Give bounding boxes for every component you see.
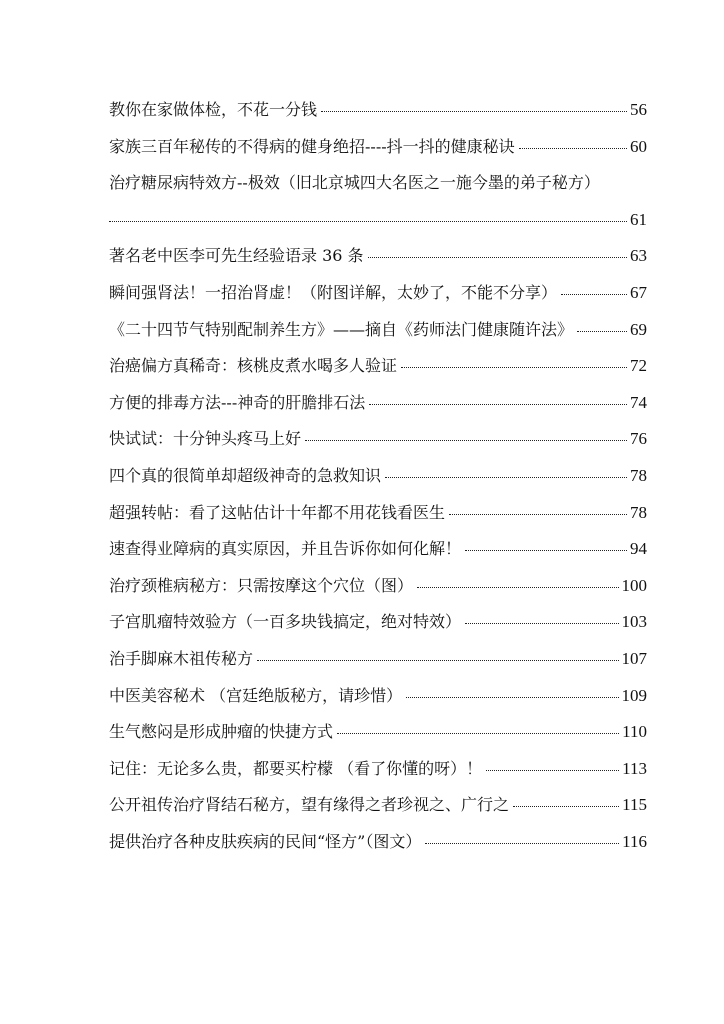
toc-entry[interactable] [109,238,647,275]
toc-entry[interactable] [109,495,647,532]
toc-entry-page: 115 [622,795,647,815]
toc-entry-page: 103 [621,612,647,632]
dot-leader [406,697,618,698]
table-of-contents [109,92,647,860]
dot-leader [561,294,627,295]
toc-entry[interactable] [109,604,647,641]
dot-leader [109,221,627,222]
dot-leader [425,843,619,844]
toc-entry-page: 61 [630,209,647,229]
dot-leader [513,806,619,807]
toc-entry-page: 63 [630,246,647,266]
toc-entry-title: 方便的排毒方法---神奇的肝膽排石法 [109,392,366,412]
toc-entry[interactable] [109,678,647,715]
toc-entry[interactable] [109,751,647,788]
toc-entry-title: 瞬间强肾法！一招治肾虚！（附图详解，太妙了，不能不分享） [109,282,558,302]
toc-entry-page: 78 [630,465,647,485]
toc-entry[interactable] [109,165,647,202]
toc-entry-title: 中医美容秘术 （宫廷绝版秘方，请珍惜） [109,685,403,705]
toc-entry-page: 74 [630,392,647,412]
toc-entry-title: 教你在家做体检，不花一分钱 [109,100,318,119]
toc-entry-page: 67 [630,282,647,302]
toc-entry[interactable] [109,458,647,495]
toc-entry-page: 109 [621,685,647,705]
dot-leader [465,550,627,551]
toc-entry[interactable] [109,641,647,678]
toc-entry[interactable] [109,129,647,166]
dot-leader [417,587,618,588]
toc-entry[interactable] [109,312,647,349]
toc-entry[interactable] [109,385,647,422]
toc-entry-page: 107 [621,648,647,668]
toc-entry-title: 公开祖传治疗肾结石秘方，望有缘得之者珍视之、广行之 [109,795,510,815]
toc-entry[interactable] [109,92,647,129]
toc-entry-page: 72 [630,356,647,376]
dot-leader [449,514,627,515]
toc-entry-title: 记住：无论多么贵，都要买柠檬 （看了你懂的呀）！ [109,758,483,778]
toc-entry-page: 78 [630,502,647,522]
toc-entry[interactable] [109,714,647,751]
toc-entry-title: 超强转帖：看了这帖估计十年都不用花钱看医生 [109,502,446,522]
toc-entry[interactable] [109,824,647,861]
toc-entry-title: 治疗糖尿病特效方--极效（旧北京城四大名医之一施今墨的弟子秘方） [109,173,600,193]
toc-entry-title: 快试试：十分钟头疼马上好 [109,429,302,449]
toc-entry[interactable] [109,421,647,458]
dot-leader [305,440,627,441]
toc-entry-page: 100 [621,575,647,595]
toc-entry-continuation[interactable] [109,202,647,239]
toc-entry-page: 56 [630,100,647,119]
toc-entry-title: 提供治疗各种皮肤疾病的民间“怪方”（图文） [109,831,422,851]
toc-entry-title: 家族三百年秘传的不得病的健身绝招----抖一抖的健康秘诀 [109,136,515,156]
toc-entry-page: 113 [622,758,647,778]
toc-entry-title: 子宫肌瘤特效验方（一百多块钱搞定，绝对特效） [109,612,462,632]
dot-leader [519,148,627,149]
dot-leader [401,367,627,368]
toc-entry-title: 著名老中医李可先生经验语录 36 条 [109,246,364,266]
toc-entry-title: 四个真的很简单却超级神奇的急救知识 [109,465,382,485]
toc-entry-title: 《二十四节气特别配制养生方》——摘自《药师法门健康随许法》 [109,319,574,339]
toc-entry-page: 116 [622,831,647,851]
toc-entry-page: 110 [622,722,647,742]
toc-entry-page: 94 [630,539,647,559]
dot-leader [337,733,619,734]
toc-entry-title: 治癌偏方真稀奇：核桃皮煮水喝多人验证 [109,356,398,376]
toc-entry-title: 治手脚麻木祖传秘方 [109,648,254,668]
toc-entry[interactable] [109,348,647,385]
dot-leader [486,770,619,771]
toc-entry[interactable] [109,787,647,824]
toc-entry-page: 60 [630,136,647,156]
toc-entry-title: 速查得业障病的真实原因，并且告诉你如何化解！ [109,539,462,559]
toc-entry-page: 69 [630,319,647,339]
toc-entry[interactable] [109,531,647,568]
dot-leader [368,257,627,258]
toc-entry-title: 生气憋闷是形成肿瘤的快捷方式 [109,722,334,742]
toc-entry[interactable] [109,275,647,312]
dot-leader [577,331,627,332]
dot-leader [385,477,627,478]
dot-leader [321,111,627,112]
dot-leader [465,623,618,624]
toc-entry[interactable] [109,568,647,605]
dot-leader [369,404,627,405]
toc-entry-page: 76 [630,429,647,449]
toc-entry-title: 治疗颈椎病秘方：只需按摩这个穴位（图） [109,575,414,595]
dot-leader [257,660,618,661]
